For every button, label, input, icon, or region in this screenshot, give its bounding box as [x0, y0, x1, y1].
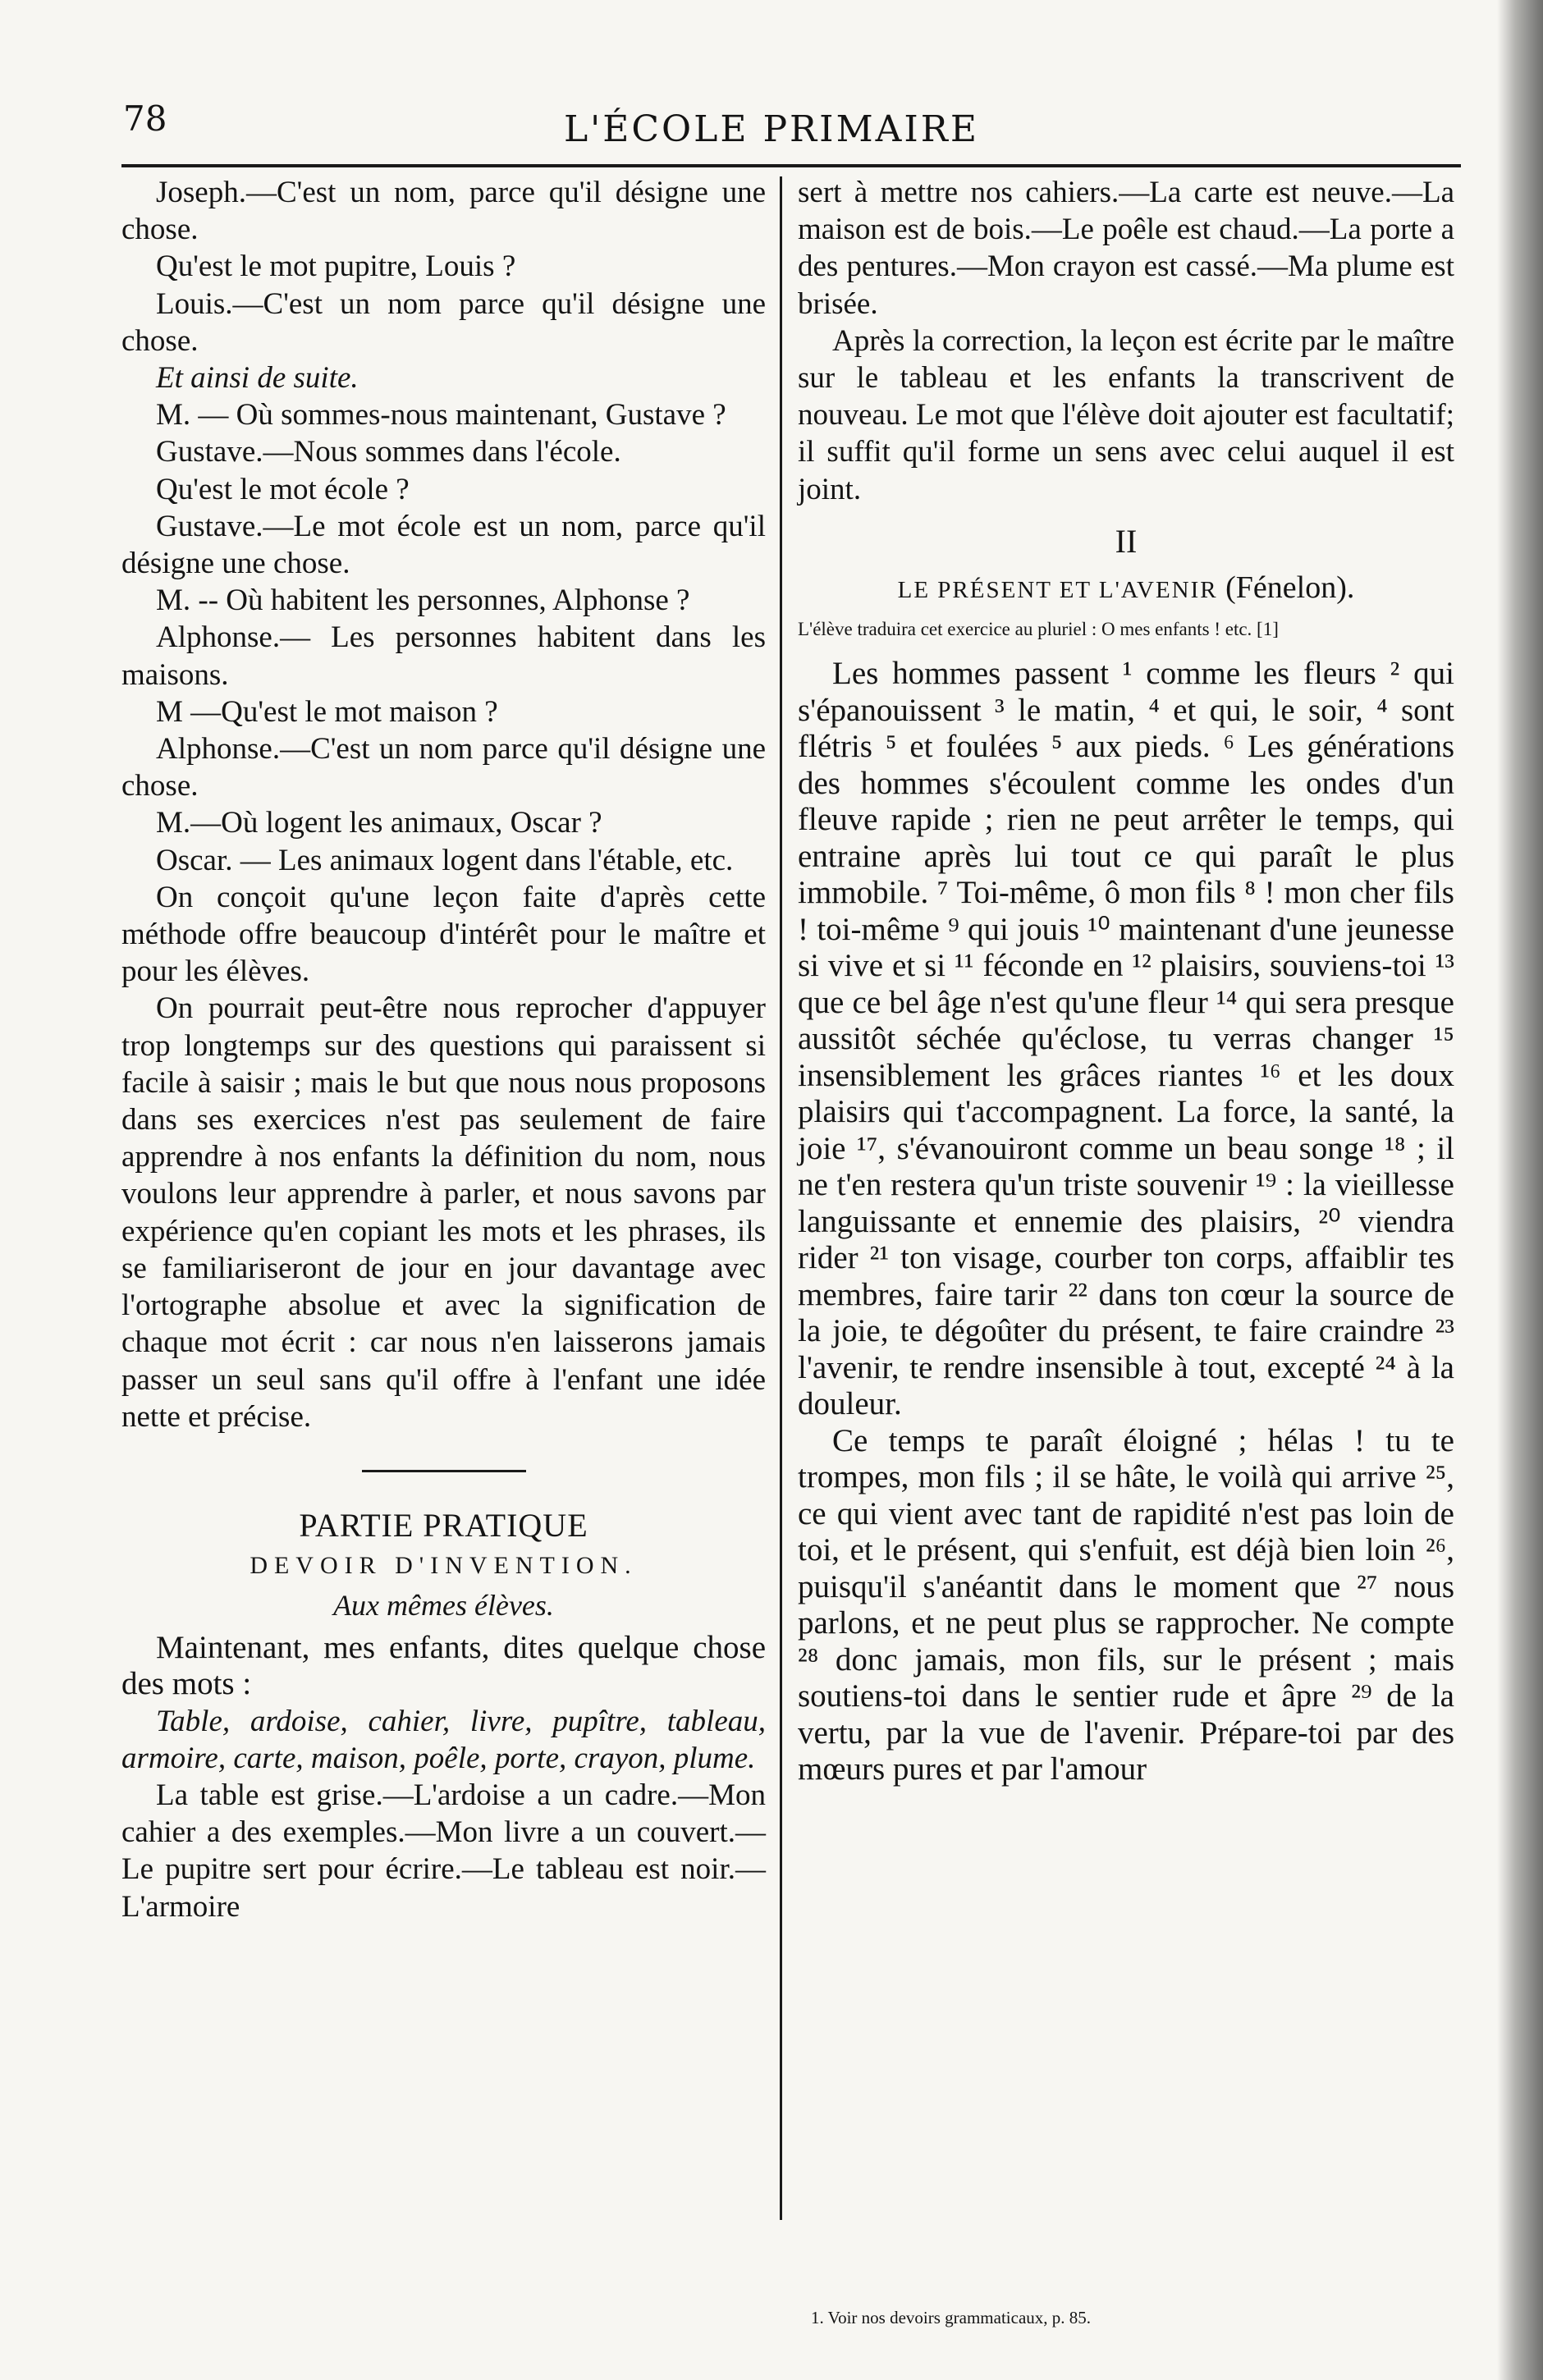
- dialogue-line: M. -- Où habitent les personnes, Alphonse ?: [156, 584, 690, 618]
- lesson-note: L'élève traduira cet exercice au pluriel : O mes enfants ! etc. [1]: [798, 619, 1279, 640]
- lesson-author: (Fénelon).: [1225, 570, 1355, 606]
- dialogue-line: Et ainsi de suite.: [156, 361, 359, 396]
- examples-paragraph: La table est grise.—L'ardoise a un cadre.—Mon cahier a des exemples.—Mon livre a un couvert.—Le pupitre sert pour écrire.—Le tableau est noir.—L'armoire: [121, 1778, 766, 1924]
- section-subtitle: DEVOIR D'INVENTION.: [250, 1552, 638, 1580]
- dialogue-line: M. — Où sommes-nous maintenant, Gustave ?: [156, 398, 726, 433]
- dialogue-line: M.—Où logent les animaux, Oscar ?: [156, 806, 602, 840]
- dialogue-line: Alphonse.—C'est un nom parce qu'il désigne une chose.: [121, 732, 766, 803]
- lesson-title-text: LE PRÉSENT ET L'AVENIR: [897, 577, 1218, 604]
- lesson-text: Ce temps te paraît éloigné ; hélas ! tu te trompes, mon fils ; il se hâte, le voilà qui arrive ²⁵, ce qui vient avec tant de rapidité n'est pas loin de toi, et le présent, qui s'enfuit, est déjà bien loin ²⁶, puisqu'il s'anéantit dans le moment que ²⁷ nous parlons, et ne peut plus se rapprocher. Ne compte ²⁸ donc jamais, mon fils, sur le présent ; mais soutiens-toi dans le sentier rude et âpre ²⁹ de la vertu, par la vue de l'avenir. Prépare-toi par des mœurs pures et par l'amour: [798, 1422, 1454, 1787]
- footnote: 1. Voir nos devoirs grammaticaux, p. 85.: [811, 2308, 1092, 2327]
- section-number: II: [1115, 522, 1138, 560]
- dialogue-line: Louis.—C'est un nom parce qu'il désigne une chose.: [121, 286, 766, 358]
- right-column: [798, 174, 1454, 1788]
- body-paragraph: On pourrait peut-être nous reprocher d'appuyer trop longtemps sur des questions qui paraissent si facile à saisir ; mais le but que nous nous proposons dans ses exercices n'est pas seulement de faire apprendre à nos enfants la définition du nom, nous voulons leur apprendre à parler, et nous savons par expérience qu'en copiant les mots et les phrases, ils se familiariseront de jour en jour davantage avec l'ortographe absolue et avec la signification de chaque mot écrit : car nous n'en laisserons jamais passer un seul sans qu'il offre à l'enfant une idée nette et précise.: [121, 991, 766, 1434]
- examples-continuation: sert à mettre nos cahiers.—La carte est neuve.—La maison est de bois.—Le poêle est chaud.—La porte a des pentures.—Mon crayon est cassé.—Ma plume est brisée.: [798, 176, 1454, 321]
- dialogue-line: Gustave.—Le mot école est un nom, parce qu'il désigne une chose.: [121, 509, 766, 581]
- body-paragraph: Après la correction, la leçon est écrite par le maître sur le tableau et les enfants la transcrivent de nouveau. Le mot que l'élève doit ajouter est facultatif; il suffit qu'il forme un sens avec celui auquel il est joint.: [798, 323, 1454, 506]
- section-title: PARTIE PRATIQUE: [299, 1506, 588, 1544]
- header-rule: [121, 164, 1461, 167]
- dialogue-line: Joseph.—C'est un nom, parce qu'il désigne une chose.: [121, 176, 766, 247]
- running-title: L'ÉCOLE PRIMAIRE: [563, 108, 980, 150]
- left-column: [121, 174, 766, 1925]
- page-edge-shadow: [1497, 0, 1543, 2380]
- dialogue-line: M —Qu'est le mot maison ?: [156, 694, 498, 729]
- dialogue-line: Qu'est le mot école ?: [156, 472, 410, 506]
- body-paragraph: On conçoit qu'une leçon faite d'après cette méthode offre beaucoup d'intérêt pour le maître et pour les élèves.: [121, 880, 766, 989]
- instruction-paragraph: Maintenant, mes enfants, dites quelque chose des mots :: [121, 1629, 766, 1702]
- column-separator: [780, 176, 782, 2220]
- lesson-text: Les hommes passent ¹ comme les fleurs ² qui s'épanouissent ³ le matin, ⁴ et qui, le soir, ⁴ sont flétris ⁵ et foulées ⁵ aux pieds. ⁶ Les générations des hommes s'écoulent comme les ondes d'un fleuve rapide ; rien ne peut arrêter le temps, qui entraine après lui tout ce qui paraît le plus immobile. ⁷ Toi-même, ô mon fils ⁸ ! mon cher fils ! toi-même ⁹ qui jouis ¹⁰ maintenant d'une jeunesse si vive et si ¹¹ féconde en ¹² plaisirs, souviens-toi ¹³ que ce bel âge n'est qu'une fleur ¹⁴ qui sera presque aussitôt séchée qu'éclose, tu verras changer ¹⁵ insensiblement les grâces riantes ¹⁶ et les doux plaisirs qui t'accompagnent. La force, la santé, la joie ¹⁷, s'évanouiront comme un beau songe ¹⁸ ; il ne t'en restera qu'un triste souvenir ¹⁹ : la vieillesse languissante et ennemie des plaisirs, ²⁰ viendra rider ²¹ ton visage, courber ton corps, affaiblir tes membres, faire tarir ²² dans ton cœur la source de la joie, te dégoûter du présent, te faire craindre ²³ l'avenir, te rendre insensible à tout, excepté ²⁴ à la douleur.: [798, 656, 1454, 1422]
- word-list: Table, ardoise, cahier, livre, pupître, tableau, armoire, carte, maison, poêle, porte, crayon, plume.: [121, 1704, 766, 1775]
- page-number: 78: [123, 98, 167, 139]
- dialogue-line: Alphonse.— Les personnes habitent dans les maisons.: [121, 620, 766, 692]
- audience-line: Aux mêmes élèves.: [333, 1589, 554, 1623]
- dialogue-line: Qu'est le mot pupitre, Louis ?: [156, 249, 516, 284]
- lesson-title: [798, 570, 1454, 609]
- dialogue-line: Gustave.—Nous sommes dans l'école.: [156, 435, 621, 469]
- section-divider: [362, 1470, 526, 1472]
- dialogue-line: Oscar. — Les animaux logent dans l'étable, etc.: [156, 843, 734, 877]
